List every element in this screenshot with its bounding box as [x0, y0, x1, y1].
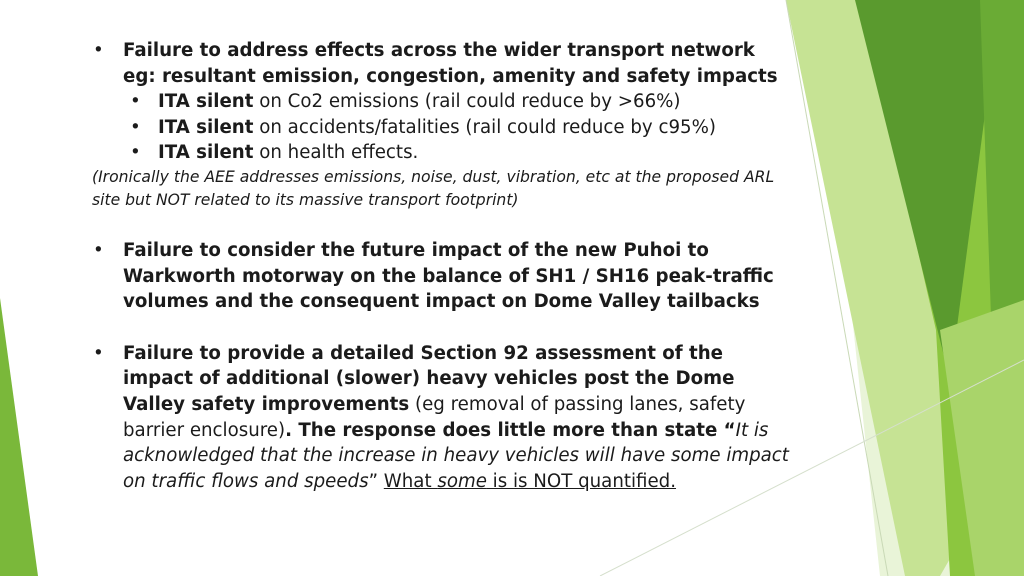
point3-close-quote: ”: [368, 470, 384, 492]
point3-plain1: (eg removal of passing lanes, safety barrier enclosure): [123, 393, 746, 441]
point3-bold2: . The response does little more than state “: [285, 419, 736, 441]
point3-underline-2: is is NOT quantified.: [486, 470, 677, 492]
sub2-lead: ITA silent: [158, 116, 254, 138]
sub-bullet-2: [130, 115, 792, 141]
bullet-point-3: [92, 341, 792, 495]
sub-bullet-glyph: •: [130, 91, 141, 113]
sub2-rest: on accidents/fatalities (rail could reduce by c95%): [253, 116, 716, 138]
sub1-lead: ITA silent: [158, 91, 254, 113]
point3-underline-some: some: [437, 470, 487, 492]
sub3-lead: ITA silent: [158, 142, 254, 164]
bullet-point-2: [92, 238, 792, 315]
point2-heading: Failure to consider the future impact of the new Puhoi to Warkworth motorway on the balance of SH1 / SH16 peak-traffic volumes and the consequent impact on Dome Valley tailbacks: [123, 239, 774, 313]
bullet-glyph: •: [93, 239, 104, 261]
bullet-point-1: [92, 38, 792, 89]
point1-heading: Failure to address effects across the wider transport network eg: resultant emission, congestion, amenity and safety impacts: [123, 40, 778, 87]
sub-bullet-glyph: •: [130, 142, 141, 164]
bullet-glyph: •: [93, 40, 104, 61]
point3-underline-1: What: [383, 470, 438, 492]
point3-bold1: Failure to provide a detailed Section 92 assessment of the impact of additional (slower) heavy vehicles post the Dome Valley safety improvements: [123, 342, 735, 415]
slide-content: [92, 38, 792, 494]
sub3-rest: on health effects.: [253, 142, 419, 164]
sub-bullet-glyph: •: [130, 116, 141, 138]
sub-bullet-3: [130, 140, 792, 166]
sub1-rest: on Co2 emissions (rail could reduce by >66%): [253, 91, 681, 113]
sub-bullet-1: [130, 89, 792, 115]
point3-quote: It is acknowledged that the increase in heavy vehicles will have some impact on traffic flows and speeds: [123, 419, 789, 492]
ironic-note: (Ironically the AEE addresses emissions, noise, dust, vibration, etc at the proposed ARL site but NOT related to its massive transport footprint): [92, 167, 775, 209]
left-green-accent: [0, 298, 38, 576]
bullet-glyph: •: [93, 342, 104, 364]
